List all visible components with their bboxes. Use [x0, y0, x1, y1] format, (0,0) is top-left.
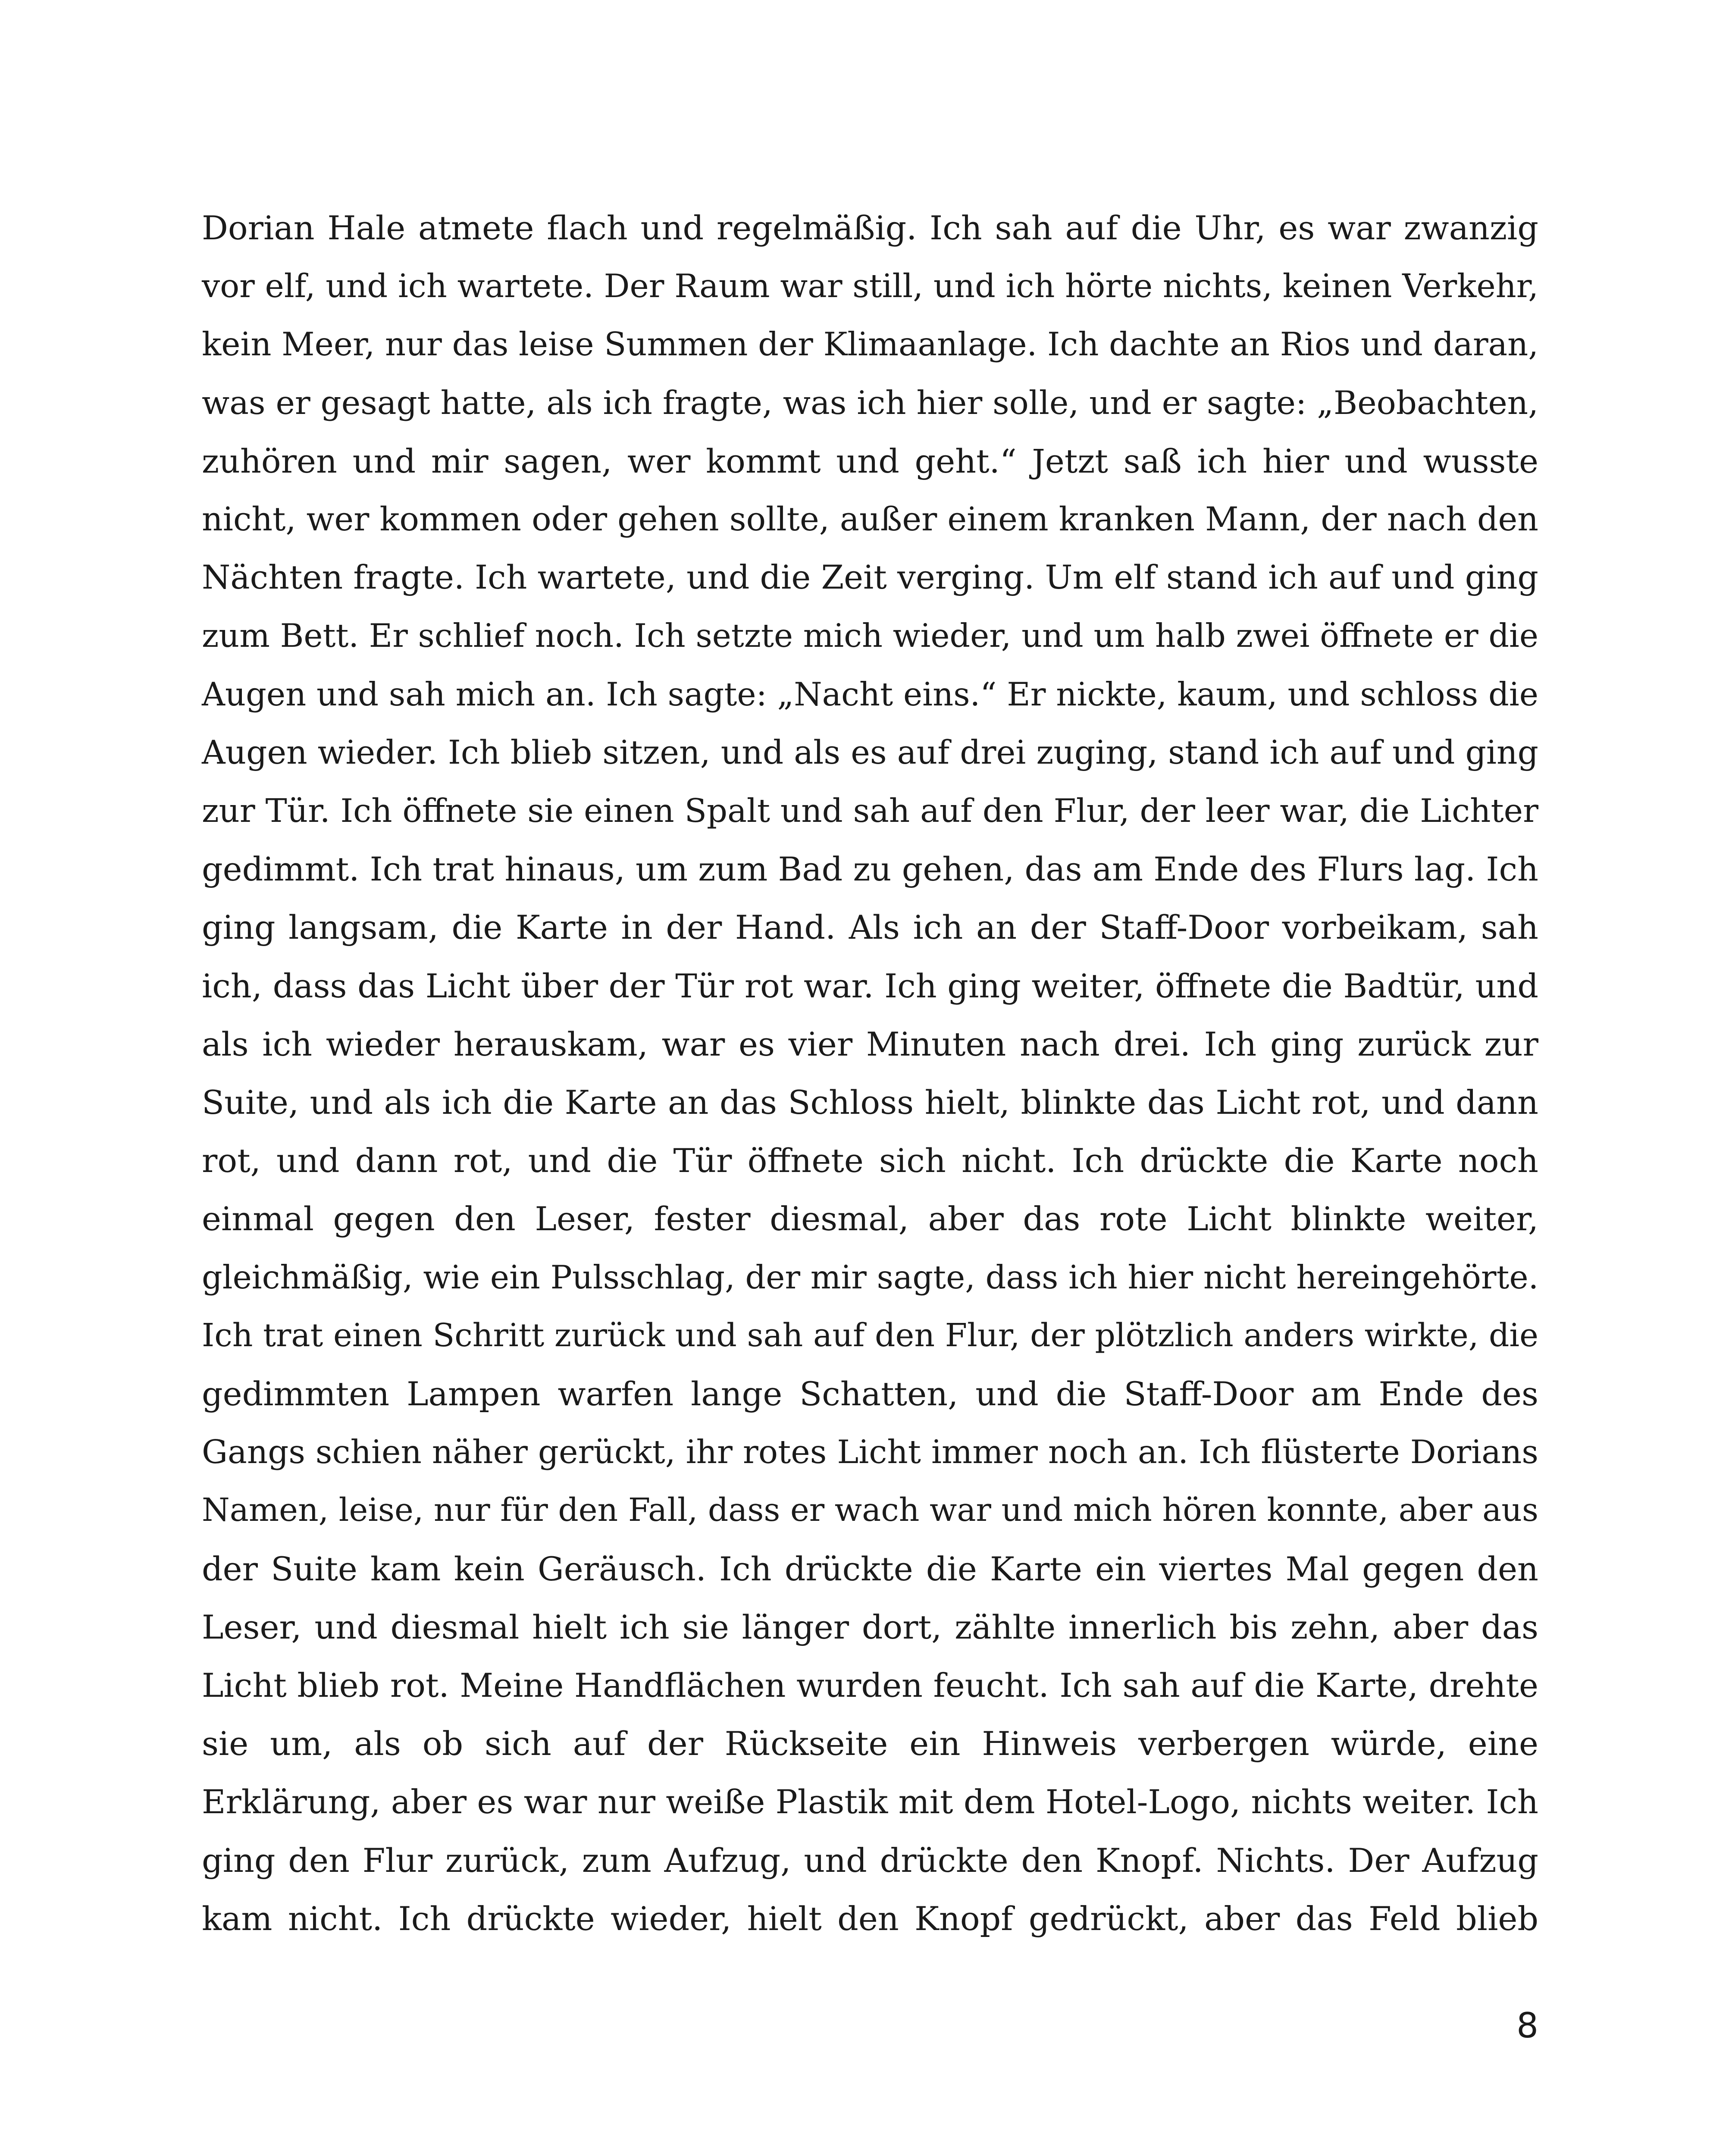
text-line-16: Suite, und als ich die Karte an das Schloss hielt, blinkte das Licht rot, und dann	[202, 1083, 1538, 1122]
text-line-27: sie um, als ob sich auf der Rückseite ein Hinweis verbergen würde, eine	[202, 1724, 1538, 1763]
page-number: 8	[1516, 2006, 1538, 2046]
text-line-10: Augen wieder. Ich blieb sitzen, und als es auf drei zuging, stand ich auf und ging	[202, 733, 1538, 771]
text-line-17: rot, und dann rot, und die Tür öffnete sich nicht. Ich drückte die Karte noch	[202, 1141, 1538, 1180]
text-line-13: ging langsam, die Karte in der Hand. Als ich an der Staff-Door vorbeikam, sah	[202, 908, 1538, 947]
text-line-4: was er gesagt hatte, als ich fragte, was ich hier solle, und er sagte: „Beobachten,	[202, 383, 1538, 422]
text-line-5: zuhören und mir sagen, wer kommt und geht.“ Jetzt saß ich hier und wusste	[202, 442, 1538, 480]
text-line-23: Namen, leise, nur für den Fall, dass er wach war und mich hören konnte, aber aus	[202, 1492, 1538, 1529]
text-line-7: Nächten fragte. Ich wartete, und die Zeit verging. Um elf stand ich auf und ging	[202, 558, 1538, 597]
text-line-9: Augen und sah mich an. Ich sagte: „Nacht eins.“ Er nickte, kaum, und schloss die	[202, 675, 1538, 713]
body-paragraph	[202, 199, 1538, 1948]
text-line-2: vor elf, und ich wartete. Der Raum war still, und ich hörte nichts, keinen Verkehr,	[202, 267, 1538, 305]
text-line-29: ging den Flur zurück, zum Aufzug, und drückte den Knopf. Nichts. Der Aufzug	[202, 1841, 1538, 1880]
text-line-15: als ich wieder herauskam, war es vier Minuten nach drei. Ich ging zurück zur	[202, 1025, 1538, 1063]
text-line-1: Dorian Hale atmete flach und regelmäßig. Ich sah auf die Uhr, es war zwanzig	[202, 209, 1538, 247]
text-line-30: kam nicht. Ich drückte wieder, hielt den Knopf gedrückt, aber das Feld blieb	[202, 1899, 1538, 1938]
text-line-14: ich, dass das Licht über der Tür rot war. Ich ging weiter, öffnete die Badtür, und	[202, 966, 1538, 1005]
text-line-20: Ich trat einen Schritt zurück und sah auf den Flur, der plötzlich anders wirkte, die	[202, 1316, 1538, 1354]
text-line-26: Licht blieb rot. Meine Handflächen wurden feucht. Ich sah auf die Karte, drehte	[202, 1666, 1538, 1705]
text-line-19: gleichmäßig, wie ein Pulsschlag, der mir sagte, dass ich hier nicht hereingehörte.	[202, 1258, 1539, 1296]
text-line-21: gedimmten Lampen warfen lange Schatten, und die Staff-Door am Ende des	[202, 1375, 1538, 1413]
text-line-25: Leser, und diesmal hielt ich sie länger dort, zählte innerlich bis zehn, aber das	[202, 1608, 1538, 1646]
text-line-6: nicht, wer kommen oder gehen sollte, außer einem kranken Mann, der nach den	[202, 500, 1538, 539]
text-line-3: kein Meer, nur das leise Summen der Klimaanlage. Ich dachte an Rios und daran,	[202, 326, 1538, 364]
text-line-24: der Suite kam kein Geräusch. Ich drückte die Karte ein viertes Mal gegen den	[202, 1549, 1538, 1588]
text-line-28: Erklärung, aber es war nur weiße Plastik mit dem Hotel-Logo, nichts weiter. Ich	[202, 1783, 1538, 1821]
text-line-22: Gangs schien näher gerückt, ihr rotes Licht immer noch an. Ich flüsterte Dorians	[202, 1433, 1538, 1471]
text-line-18: einmal gegen den Leser, fester diesmal, aber das rote Licht blinkte weiter,	[202, 1200, 1538, 1238]
text-line-8: zum Bett. Er schlief noch. Ich setzte mich wieder, und um halb zwei öffnete er die	[202, 617, 1538, 655]
text-line-12: gedimmt. Ich trat hinaus, um zum Bad zu gehen, das am Ende des Flurs lag. Ich	[202, 850, 1538, 889]
text-line-11: zur Tür. Ich öffnete sie einen Spalt und sah auf den Flur, der leer war, die Lichter	[202, 792, 1538, 830]
